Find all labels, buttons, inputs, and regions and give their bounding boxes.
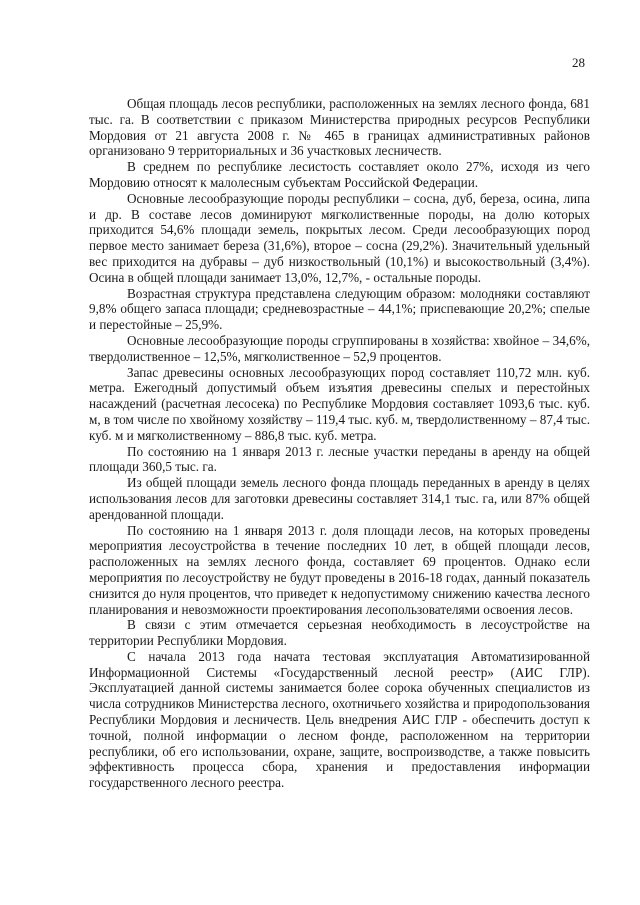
paragraph-lease-logging: Из общей площади земель лесного фонда площадь переданных в аренду в целях использования лесов для заготовки древесины составляет 314,1 тыс. га, или 87% общей арендованной площади. — [89, 475, 590, 522]
page-number: 28 — [572, 55, 585, 70]
paragraph-species-groups: Основные лесообразующие породы сгруппированы в хозяйства: хвойное – 34,6%, твердолиственное – 12,5%, мягколиственное – 52,9 процентов. — [89, 332, 590, 364]
paragraph-tree-species: Основные лесообразующие породы республики – сосна, дуб, береза, осина, липа и др. В составе лесов доминируют мягколиственные породы, на долю которых приходится 54,6% площади земель, покрытых лесом. Среди лесообразующих пород первое место занимает береза (31,6%), второе – сосна (29,2%). Значительный удельный вес приходится на дубравы – дуб низкоствольный (10,1%) и высокоствольный (3,4%). Осина в общей площади занимает 13,0%, 12,7%, - остальные породы. — [89, 190, 590, 285]
paragraph-forest-cover: В среднем по республике лесистость составляет около 27%, исходя из чего Мордовию относят к малолесным субъектам Российской Федерации. — [89, 159, 590, 190]
paragraph-forest-management: По состоянию на 1 января 2013 г. доля площади лесов, на которых проведены мероприятия лесоустройства в течение последних 10 лет, в общей площади лесов, расположенных на землях лесного фонда, составляет 69 процентов. Однако если мероприятия по лесоустройству не будут проведены в 2016-18 годах, данный показатель снизится до нуля процентов, что приведет к недопустимому снижению качества лесного планирования и невозможности проектирования лесопользователями освоения лесов. — [89, 522, 590, 617]
paragraph-forest-area: Общая площадь лесов республики, расположенных на землях лесного фонда, 681 тыс. га. В соответствии с приказом Министерства природных ресурсов Республики Мордовия от 21 августа 2008 г. № 465 в границах административных районов организовано 9 территориальных и 36 участковых лесничеств. — [89, 96, 590, 159]
paragraph-lease-area: По состоянию на 1 января 2013 г. лесные участки переданы в аренду на общей площади 360,5 тыс. га. — [89, 443, 590, 475]
document-body — [89, 96, 590, 791]
paragraph-management-need: В связи с этим отмечается серьезная необходимость в лесоустройстве на территории Республики Мордовия. — [89, 617, 590, 649]
paragraph-ais-glr: С начала 2013 года начата тестовая эксплуатация Автоматизированной Информационной Системы «Государственный лесной реестр» (АИС ГЛР). Эксплуатацией данной системы занимается более сорока обученных специалистов из числа сотрудников Министерства лесного, охотничьего хозяйства и природопользования Республики Мордовия и лесничеств. Цель внедрения АИС ГЛР - обеспечить доступ к точной, полной информации о лесном фонде, расположенном на территории республики, об его использовании, охране, защите, воспроизводстве, а также повысить эффективность процесса сбора, хранения и предоставления информации государственного лесного реестра. — [89, 648, 590, 791]
paragraph-timber-stock: Запас древесины основных лесообразующих пород составляет 110,72 млн. куб. метра. Ежегодный допустимый объем изъятия древесины спелых и перестойных насаждений (расчетная лесосека) по Республике Мордовия составляет 1093,6 тыс. куб. м, в том числе по хвойному хозяйству – 119,4 тыс. куб. м, твердолиственному – 87,4 тыс. куб. м и мягколиственному – 886,8 тыс. куб. метра. — [89, 364, 590, 443]
paragraph-age-structure: Возрастная структура представлена следующим образом: молодняки составляют 9,8% общего запаса площади; средневозрастные – 44,1%; приспевающие 20,2%; спелые и перестойные – 25,9%. — [89, 285, 590, 333]
